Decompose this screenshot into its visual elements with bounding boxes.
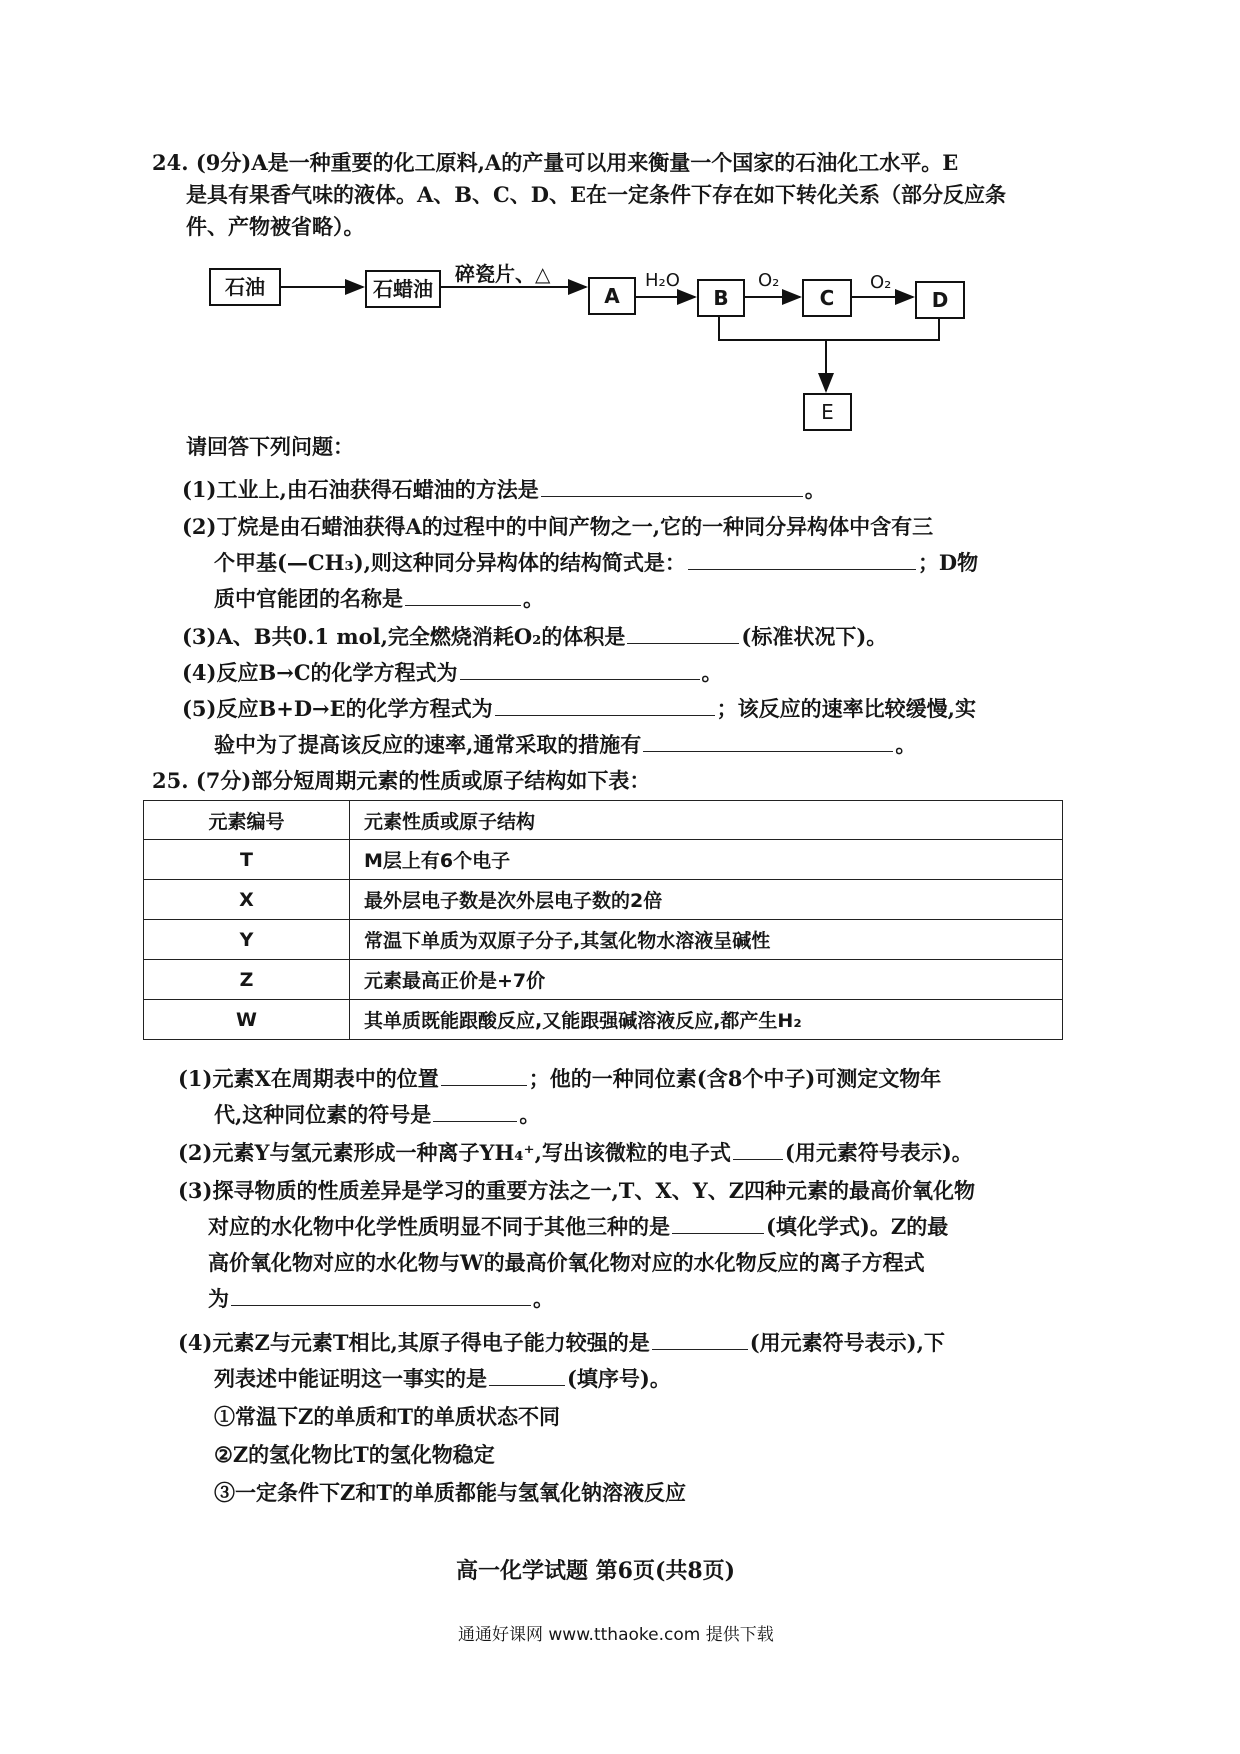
- q24-p2c: [214, 584, 544, 614]
- q25-p1a-text: (1)元素X在周期表中的位置: [178, 1066, 439, 1091]
- element-symbol: X: [144, 880, 350, 920]
- answer-blank[interactable]: [672, 1213, 764, 1234]
- q24-p2b-end: ；D物: [917, 550, 979, 575]
- table-row: [144, 920, 1063, 960]
- q24-p1: [182, 475, 826, 505]
- q24-p5b-text: 验中为了提高该反应的速率,通常采取的措施有: [214, 732, 642, 757]
- cond-h2o: H₂O: [645, 270, 680, 291]
- element-symbol: T: [144, 840, 350, 880]
- q25-p4a: [178, 1328, 945, 1358]
- q24-line2: 是具有果香气味的液体。A、B、C、D、E在一定条件下存在如下转化关系（部分反应条: [186, 182, 1006, 207]
- answer-blank[interactable]: [541, 476, 803, 497]
- answer-blank[interactable]: [495, 695, 715, 716]
- q25-p3c: 高价氧化物对应的水化物与W的最高价氧化物对应的水化物反应的离子方程式: [208, 1250, 925, 1275]
- answer-blank[interactable]: [652, 1329, 748, 1350]
- q24-p4: [182, 658, 723, 688]
- table-row: [144, 840, 1063, 880]
- q25-p2: [178, 1138, 973, 1168]
- answer-blank[interactable]: [643, 731, 893, 752]
- q25-p4a-text: (4)元素Z与元素T相比,其原子得电子能力较强的是: [178, 1330, 650, 1355]
- table-row: [144, 960, 1063, 1000]
- q25-p3b-text: 对应的水化物中化学性质明显不同于其他三种的是: [208, 1214, 670, 1239]
- box-c: C: [802, 279, 852, 317]
- box-e: E: [803, 393, 852, 431]
- q24-p2b-text: 个甲基(—CH₃),则这种同分异构体的结构简式是：: [214, 550, 686, 575]
- answer-blank[interactable]: [405, 585, 521, 606]
- q25-p3d: [208, 1284, 554, 1314]
- answer-blank[interactable]: [460, 659, 700, 680]
- q25-option-3: ③一定条件下Z和T的单质都能与氢氧化钠溶液反应: [214, 1480, 686, 1505]
- q24-p5b: [214, 730, 916, 760]
- cond-o2-1: O₂: [758, 270, 780, 291]
- element-symbol: Z: [144, 960, 350, 1000]
- q25-p3d-end: 。: [533, 1286, 554, 1311]
- q25-p3b-end: (填化学式)。Z的最: [766, 1214, 949, 1239]
- box-b: B: [697, 279, 745, 317]
- element-symbol: Y: [144, 920, 350, 960]
- element-table: [143, 800, 1063, 1040]
- q25-option-1: ①常温下Z的单质和T的单质状态不同: [214, 1404, 560, 1429]
- source-watermark: 通通好课网 www.tthaoke.com 提供下载: [458, 1625, 774, 1645]
- q24-p5a: [182, 694, 976, 724]
- element-property: M层上有6个电子: [350, 840, 1063, 880]
- q25-option-2: ②Z的氢化物比T的氢化物稳定: [214, 1442, 495, 1467]
- q25-p3d-text: 为: [208, 1286, 229, 1311]
- q24-p2a: (2)丁烷是由石蜡油获得A的过程中的中间产物之一,它的一种同分异构体中含有三: [182, 514, 934, 539]
- q25-p1b-end: 。: [519, 1102, 541, 1127]
- q24-p5a-end: ；该反应的速率比较缓慢,实: [716, 696, 976, 721]
- table-row: [144, 880, 1063, 920]
- q25-p2-text: (2)元素Y与氢元素形成一种离子YH₄⁺,写出该微粒的电子式: [178, 1140, 731, 1165]
- q24-p3-end: (标准状况下)。: [741, 624, 888, 649]
- element-property: 最外层电子数是次外层电子数的2倍: [350, 880, 1063, 920]
- element-property: 元素最高正价是+7价: [350, 960, 1063, 1000]
- box-a: A: [588, 277, 636, 315]
- q24-p5a-text: (5)反应B+D→E的化学方程式为: [182, 696, 493, 721]
- answer-blank[interactable]: [231, 1285, 531, 1306]
- table-header-row: [144, 801, 1063, 840]
- q24-p2c-text: 质中官能团的名称是: [214, 586, 403, 611]
- q24-p4-end: 。: [701, 660, 723, 685]
- cond-crack: 碎瓷片、△: [455, 262, 551, 286]
- q25-p4b-end: (填序号)。: [567, 1366, 671, 1391]
- page-footer: 高一化学试题 第6页(共8页): [456, 1558, 736, 1584]
- answer-blank[interactable]: [627, 623, 739, 644]
- q24-line3: 件、产物被省略）。: [186, 214, 365, 239]
- q24-prompt: 请回答下列问题：: [186, 434, 354, 459]
- q24-p1-end: 。: [804, 477, 826, 502]
- box-d: D: [915, 281, 965, 319]
- q24-p2b: [214, 548, 978, 578]
- table-header-element-id: 元素编号: [144, 801, 350, 840]
- answer-blank[interactable]: [688, 549, 916, 570]
- q25-p3a: (3)探寻物质的性质差异是学习的重要方法之一,T、X、Y、Z四种元素的最高价氧化物: [178, 1178, 976, 1203]
- q24-p4-text: (4)反应B→C的化学方程式为: [182, 660, 458, 685]
- q24-line1: 24. (9分)A是一种重要的化工原料,A的产量可以用来衡量一个国家的石油化工水平。E: [152, 150, 959, 175]
- table-row: [144, 1000, 1063, 1040]
- q25-p1b-text: 代,这种同位素的符号是: [214, 1102, 432, 1127]
- q25-intro: 25. (7分)部分短周期元素的性质或原子结构如下表：: [152, 768, 651, 793]
- q24-p2c-end: 。: [523, 586, 544, 611]
- element-property: 常温下单质为双原子分子,其氢化物水溶液呈碱性: [350, 920, 1063, 960]
- q24-p1-text: (1)工业上,由石油获得石蜡油的方法是: [182, 477, 539, 502]
- q25-p4a-end: (用元素符号表示),下: [749, 1330, 945, 1355]
- table-header-property: 元素性质或原子结构: [350, 801, 1063, 840]
- box-paraffin-oil: 石蜡油: [365, 270, 441, 308]
- answer-blank[interactable]: [433, 1101, 517, 1122]
- q25-p4b-text: 列表述中能证明这一事实的是: [214, 1366, 487, 1391]
- element-symbol: W: [144, 1000, 350, 1040]
- q24-p3: [182, 622, 887, 652]
- q25-p2-end: (用元素符号表示)。: [784, 1140, 973, 1165]
- q25-p1a: [178, 1064, 941, 1094]
- box-oil: 石油: [209, 268, 281, 306]
- answer-blank[interactable]: [489, 1365, 565, 1386]
- q25-p4b: [214, 1364, 671, 1394]
- q24-p3-text: (3)A、B共0.1 mol,完全燃烧消耗O₂的体积是: [182, 624, 626, 649]
- q24-p5b-end: 。: [895, 732, 917, 757]
- answer-blank[interactable]: [733, 1139, 783, 1160]
- q25-p1a-end: ；他的一种同位素(含8个中子)可测定文物年: [528, 1066, 942, 1091]
- q25-p3b: [208, 1212, 948, 1242]
- element-property: 其单质既能跟酸反应,又能跟强碱溶液反应,都产生H₂: [350, 1000, 1063, 1040]
- connector-b-d-e: [719, 315, 939, 340]
- q25-p1b: [214, 1100, 540, 1130]
- cond-o2-2: O₂: [870, 272, 892, 293]
- answer-blank[interactable]: [441, 1065, 527, 1086]
